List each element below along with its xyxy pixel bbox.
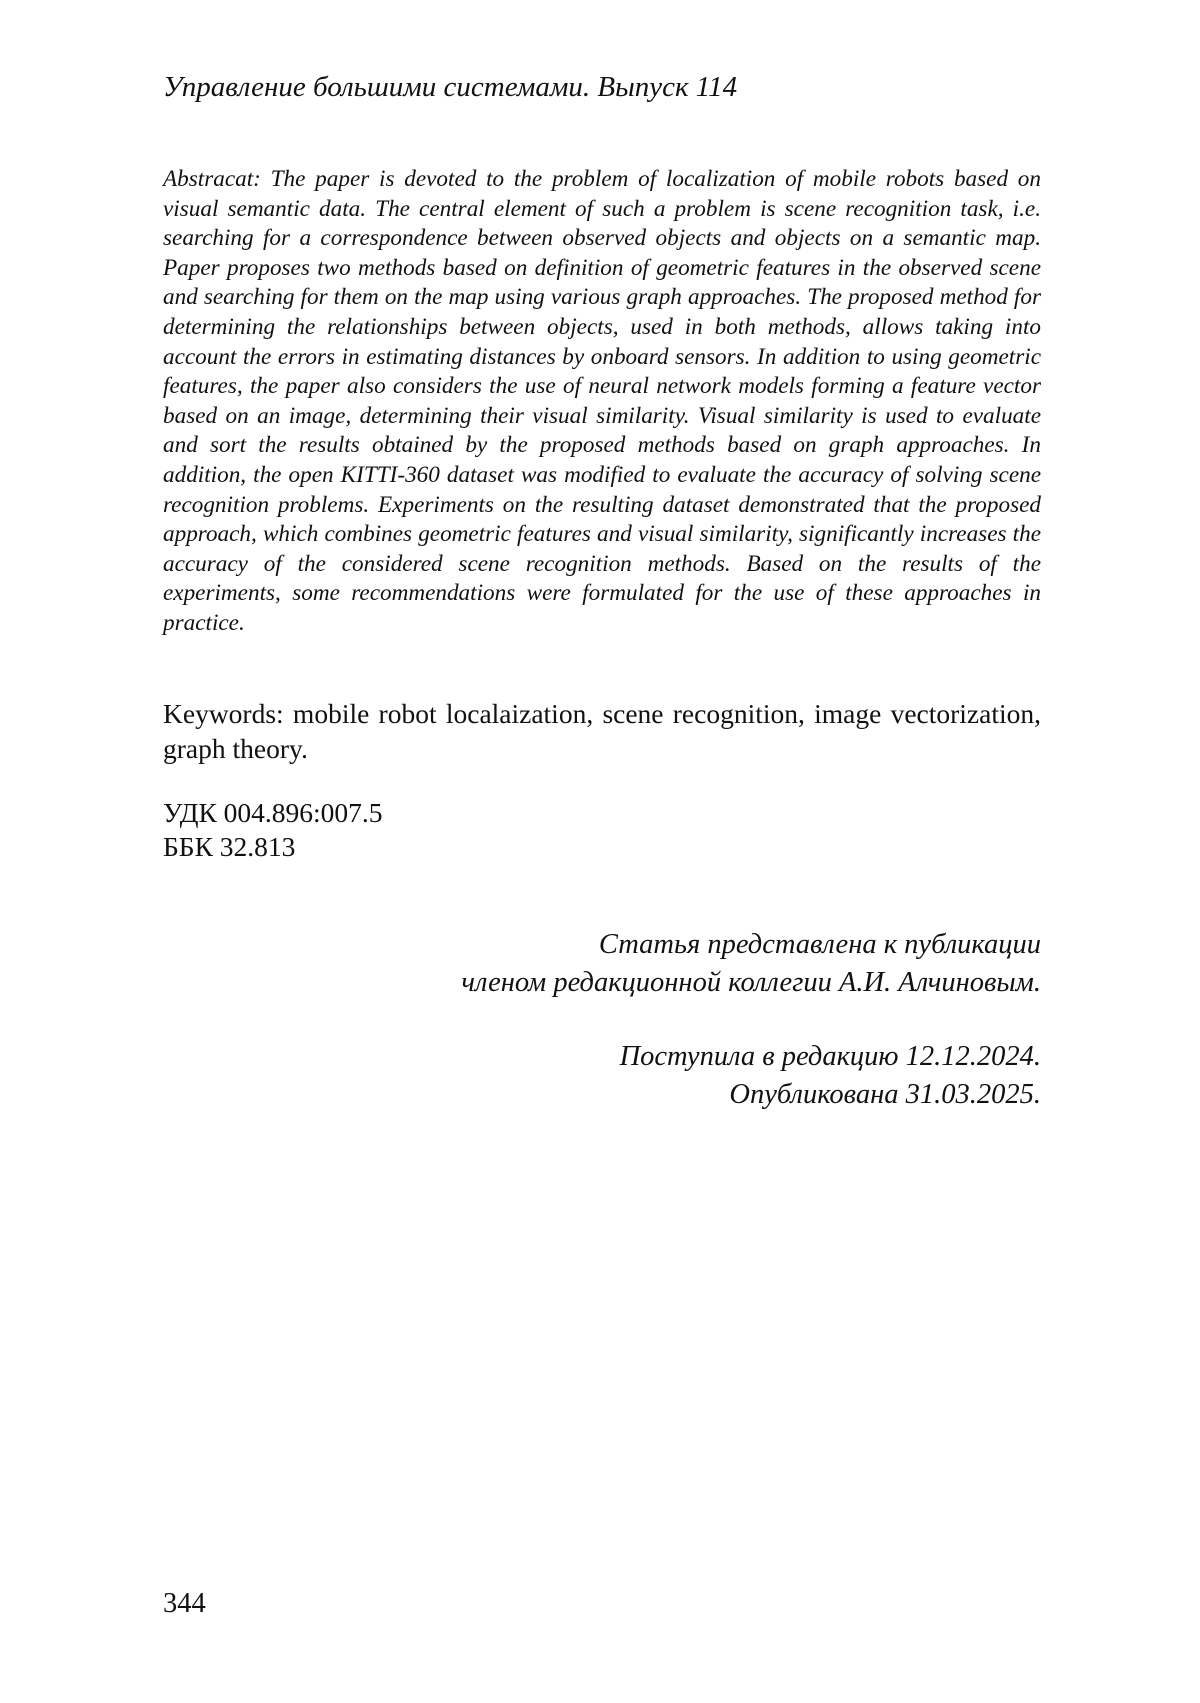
udc-code: УДК 004.896:007.5 <box>163 797 383 828</box>
running-header: Управление большими системами. Выпуск 114 <box>163 71 738 103</box>
abstract-text: Abstracat: The paper is devoted to the problem of localization of mobile robots based on visual semantic data. The central element of such a problem is scene recognition task, i.e. searching for a correspondence between observed objects and objects on a semantic map. Paper proposes two methods based on definition of geometric features in the observed scene and searching for them on the map using various graph approaches. The proposed method for determining the relationships between objects, used in both methods, allows taking into account the errors in estimating distances by onboard sensors. In addition to using geometric features, the paper also considers the use of neural network models forming a feature vector based on an image, determining their visual similarity. Visual similarity is used to evaluate and sort the results obtained by the proposed methods based on graph approaches. In addition, the open KITTI-360 dataset was modified to evaluate the accuracy of solving scene recognition problems. Experiments on the resulting dataset demonstrated that the proposed approach, which combines geometric features and visual similarity, significantly increases the accuracy of the considered scene recognition methods. Based on the results of the experiments, some recommendations were formulated for the use of these approaches in practice. <box>163 166 1041 636</box>
received-date: Поступила в редакцию 12.12.2024. <box>619 1041 1041 1072</box>
bbk-code: ББК 32.813 <box>163 830 296 862</box>
presented-line-2: членом редакционной коллегии А.И. Алчиновым. <box>461 967 1041 998</box>
presented-line-1: Статья представлена к публикации <box>598 929 1041 960</box>
publication-dates <box>620 1038 1041 1114</box>
classification-codes <box>163 796 383 863</box>
page-number: 344 <box>163 1588 206 1619</box>
presented-note <box>461 926 1041 1002</box>
keywords-text: Keywords: mobile robot localaization, scene recognition, image vectorization, graph theory. <box>163 698 1041 764</box>
published-date: Опубликована 31.03.2025. <box>729 1079 1041 1110</box>
